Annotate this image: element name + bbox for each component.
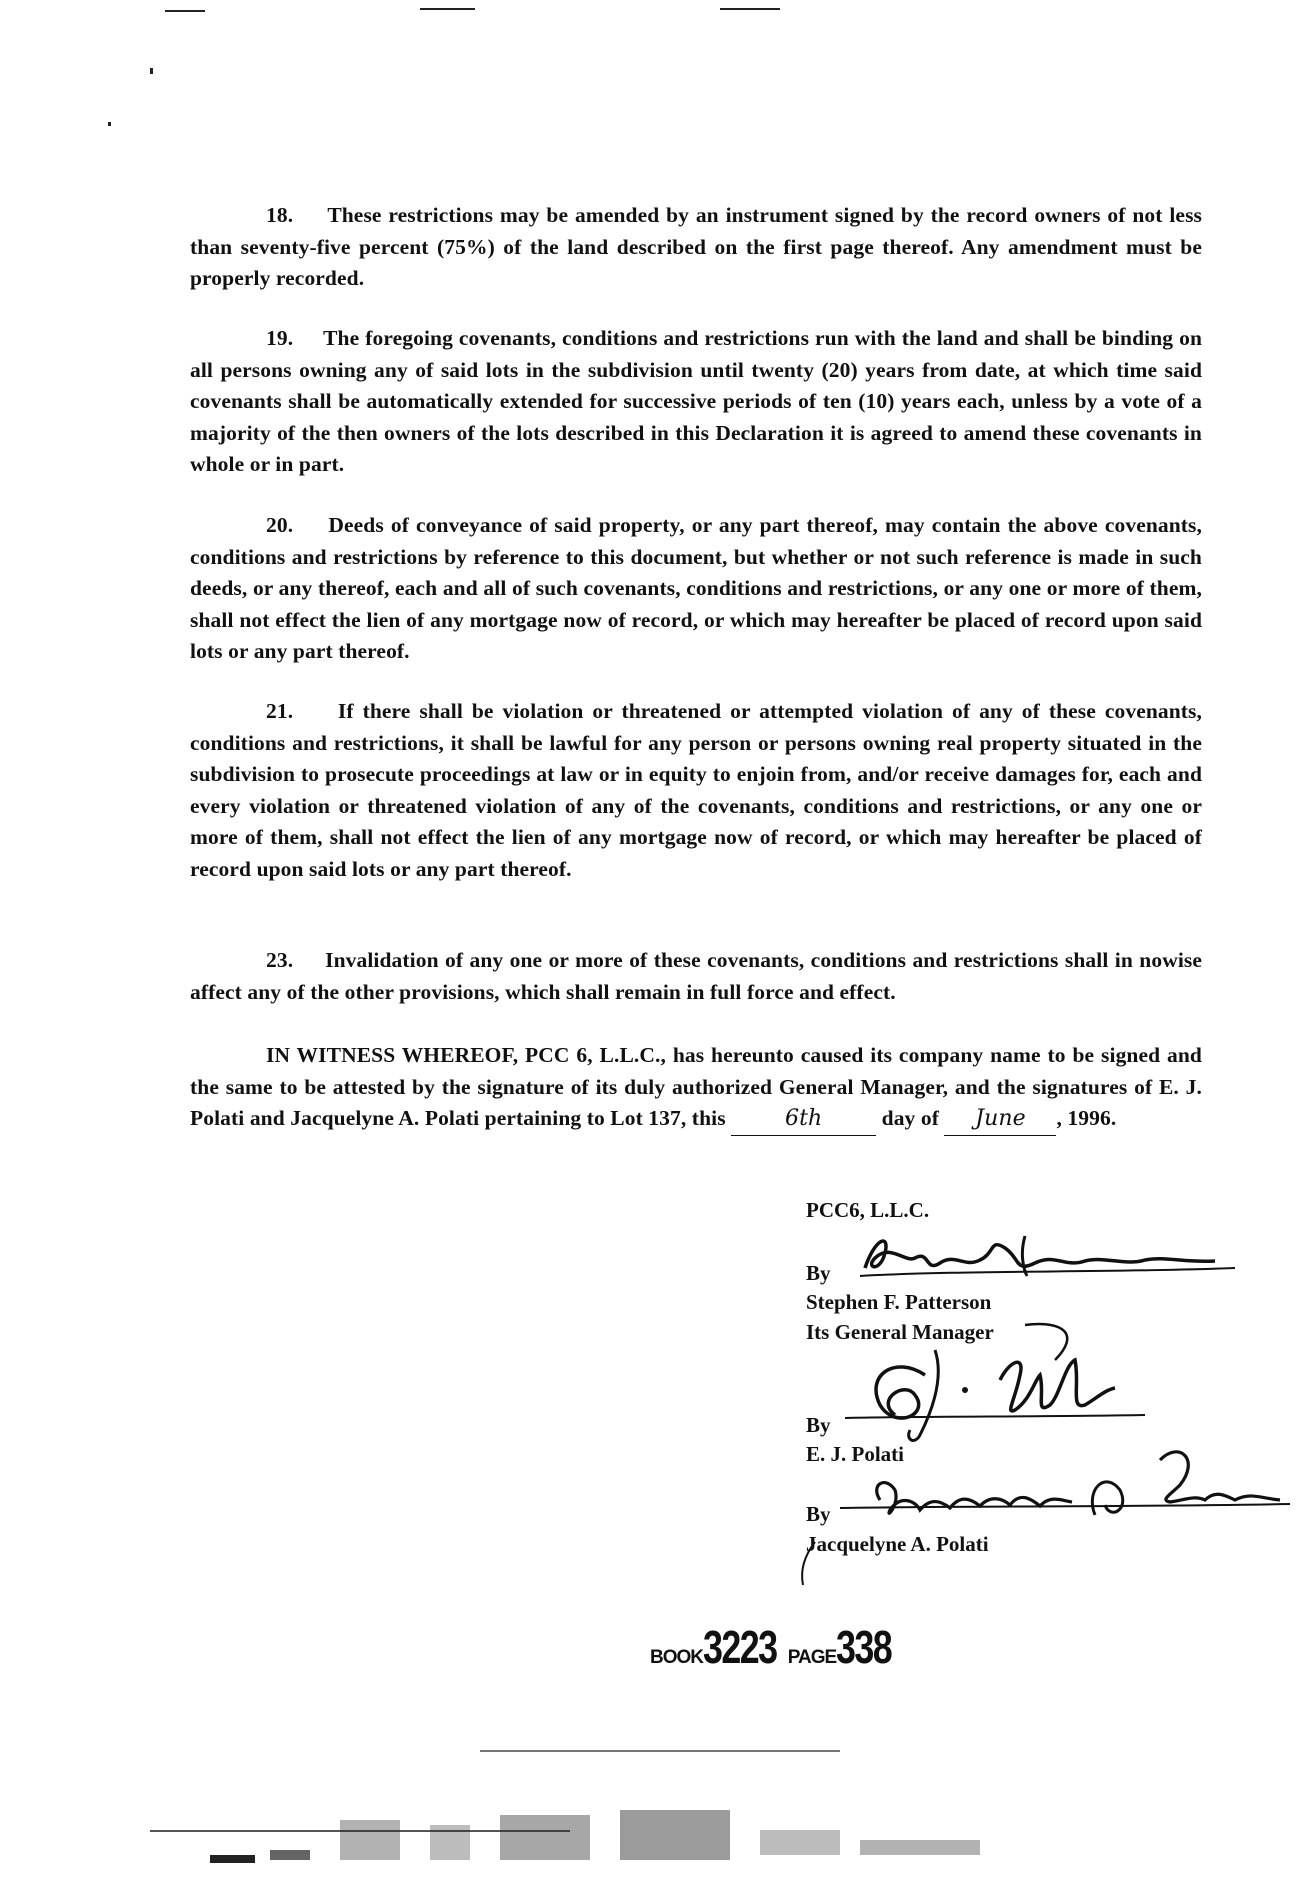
month-handwritten: June xyxy=(975,1106,1026,1131)
paragraph-23 xyxy=(190,945,1202,1008)
page-number: 338 xyxy=(836,1621,892,1673)
scan-artifact xyxy=(108,122,111,126)
signature-line-3 xyxy=(806,1500,831,1529)
by-label: By xyxy=(806,1413,831,1437)
signature-line-2 xyxy=(806,1411,831,1440)
day-handwritten: 6th xyxy=(785,1106,823,1131)
witness-clause xyxy=(190,1040,1202,1136)
scan-artifact xyxy=(165,10,205,12)
paragraph-number: 21. xyxy=(266,699,294,723)
paragraph-text: If there shall be violation or threatened or attempted violation of any of these covenants, conditions and restrictions, it shall be lawful for any person or persons owning real property situated in the subdivision to prosecute proceedings at law or in equity to enjoin from, and/or receive damages for, each and every violation or threatened violation of any of the covenants, conditions and restrictions, or any one or more of them, shall not effect the lien of any mortgage now of record, or which may hereafter be placed of record upon said lots or any part thereof. xyxy=(190,699,1203,881)
signer1-title: Its General Manager xyxy=(806,1320,994,1344)
paragraph-19 xyxy=(190,323,1202,481)
paragraph-text: Invalidation of any one or more of these covenants, conditions and restrictions shall in nowise affect any of the other provisions, which shall remain in full force and effect. xyxy=(190,948,1203,1004)
book-number: 3223 xyxy=(703,1621,777,1673)
page-label: PAGE xyxy=(787,1647,837,1668)
witness-day-of: day of xyxy=(881,1106,939,1130)
paragraph-number: 19. xyxy=(266,326,294,350)
paragraph-number: 23. xyxy=(266,948,294,972)
paragraph-20 xyxy=(190,510,1202,668)
company-name: PCC6, L.L.C. xyxy=(806,1198,930,1222)
paragraph-text: The foregoing covenants, conditions and restrictions run with the land and shall be binding on all persons owning any of said lots in the subdivision until twenty (20) years from date, at which time said covenants shall be automatically extended for successive periods of ten (10) years each, unless by a vote of a majority of the then owners of the lots described in this Declaration it is agreed to amend these covenants in whole or in part. xyxy=(190,326,1202,476)
scan-artifact xyxy=(480,1750,840,1752)
signature-stroke xyxy=(795,1540,825,1590)
by-label: By xyxy=(806,1261,831,1285)
paragraph-21 xyxy=(190,696,1202,885)
signature-patterson xyxy=(845,1228,1245,1288)
paragraph-number: 18. xyxy=(266,203,294,227)
signer2-name: E. J. Polati xyxy=(806,1442,904,1466)
recording-stamp xyxy=(650,1620,907,1674)
book-label: BOOK xyxy=(650,1647,703,1668)
signer1-name: Stephen F. Patterson xyxy=(806,1290,992,1314)
scan-artifact xyxy=(150,68,153,74)
signer3-name: Jacquelyne A. Polati xyxy=(806,1532,989,1556)
scan-noise-bottom xyxy=(200,1800,1100,1880)
scan-artifact xyxy=(420,8,475,10)
paragraph-text: Deeds of conveyance of said property, or any part thereof, may contain the above covenants, conditions and restrictions by reference to this document, but whether or not such reference is made in such deeds, or any thereof, each and all of such covenants, conditions and restrictions, or any one or more of them, shall not effect the lien of any mortgage now of record, or which may hereafter be placed of record upon said lots or any part thereof. xyxy=(190,513,1203,663)
signature-e-j-polati xyxy=(835,1320,1155,1450)
day-blank xyxy=(731,1103,876,1136)
paragraph-18 xyxy=(190,200,1202,295)
paragraph-number: 20. xyxy=(266,513,294,537)
month-blank xyxy=(944,1103,1056,1136)
paragraph-text: These restrictions may be amended by an instrument signed by the record owners of not less than seventy-five percent (75%) of the land described on the first page thereof. Any amendment must be properly recorded. xyxy=(190,203,1202,290)
witness-text: IN WITNESS WHEREOF, PCC 6, L.L.C., has hereunto caused its company name to be signed and the same to be attested by the signature of its duly authorized General Manager, and the signatures of E. J. Polati and Jacquelyne A. Polati pertaining to Lot 137, this xyxy=(190,1043,1202,1130)
scan-artifact xyxy=(720,8,780,10)
signature-line-1 xyxy=(806,1259,831,1288)
by-label: By xyxy=(806,1502,831,1526)
witness-year: , 1996. xyxy=(1056,1106,1117,1130)
